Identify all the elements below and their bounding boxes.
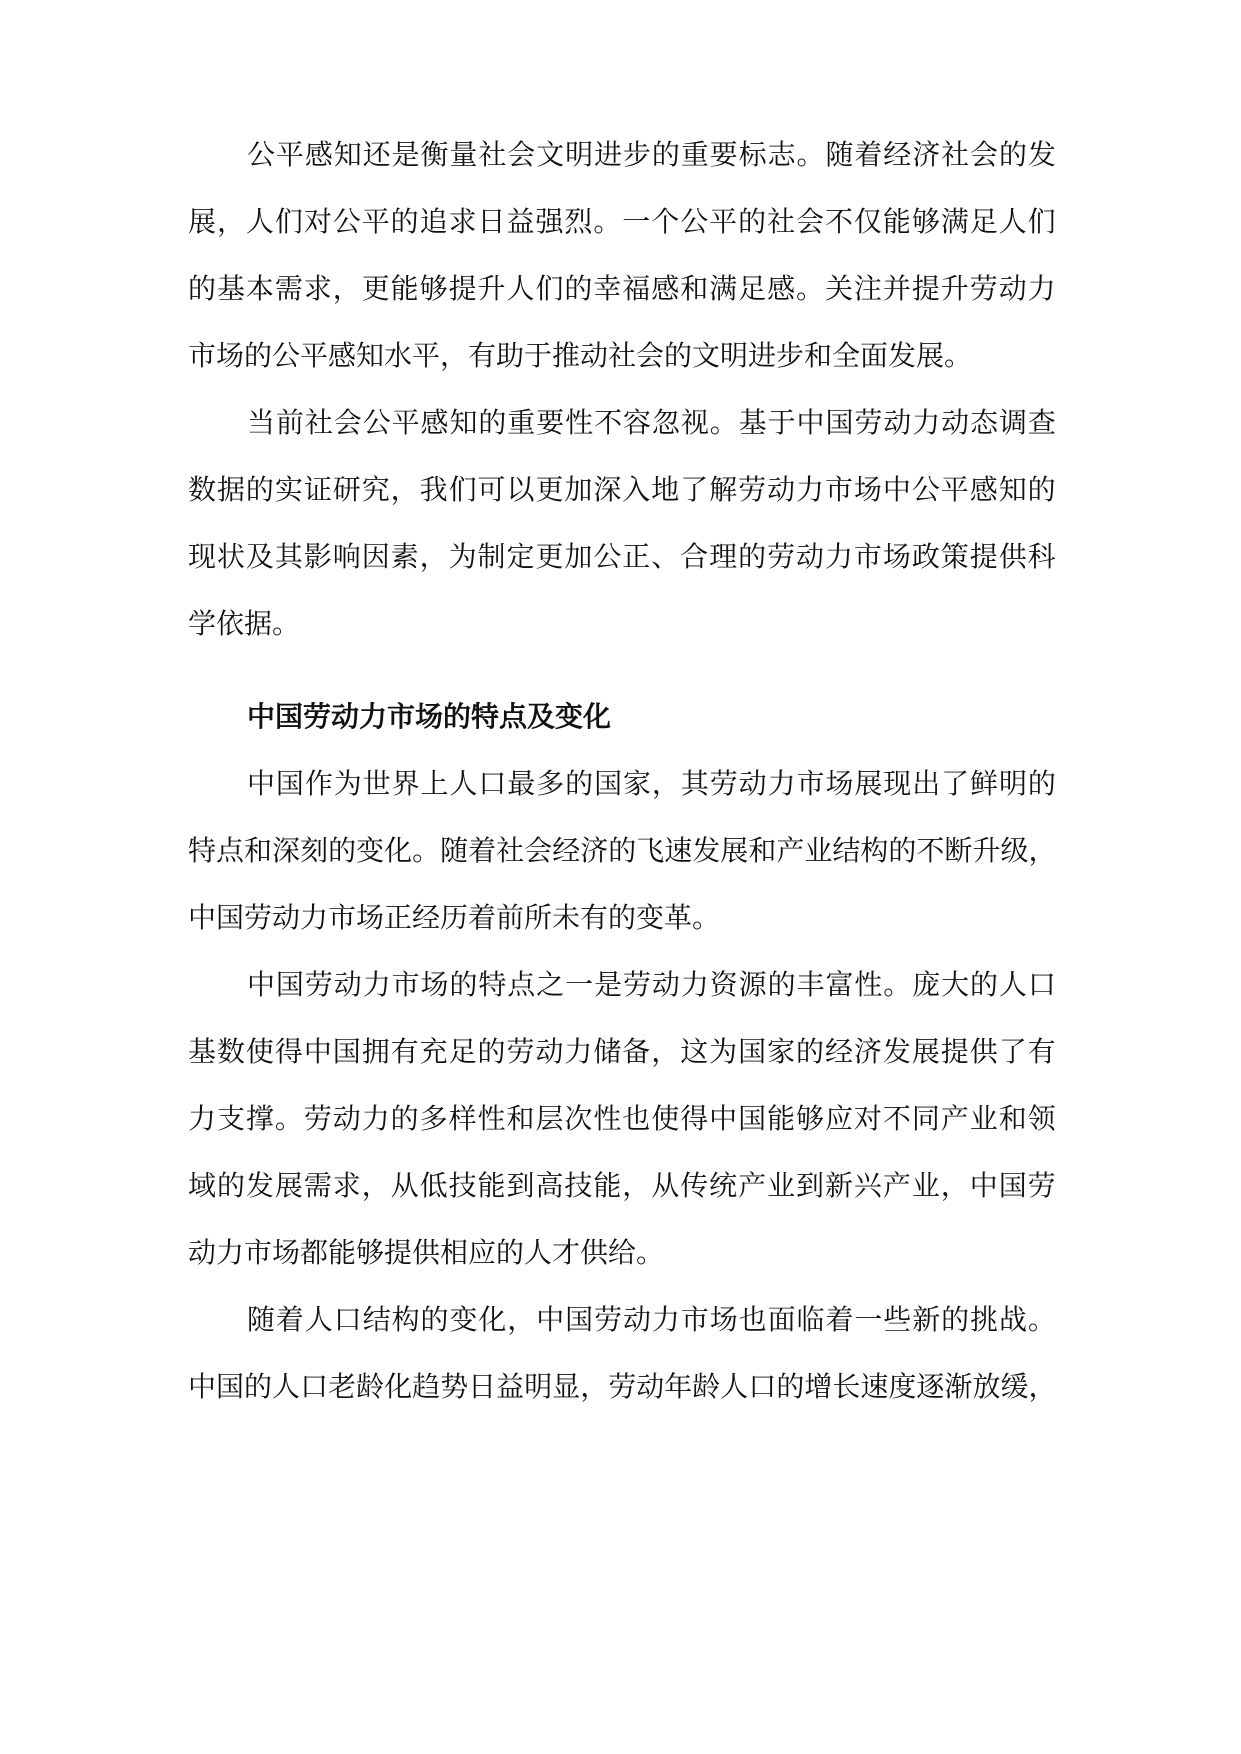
paragraph-5-line-2: 中 国 的 人 口 老 龄 化 趋 势 日 益 明 显 ， 劳 动 年 龄 人 口 的 增 长 速 度 逐 渐 放 缓 ， — [188, 1370, 1057, 1403]
paragraph-2-line-3: 现 状 及 其 影 响 因 素 ， 为 制 定 更 加 公 正 、 合 理 的 劳 动 力 市 场 政 策 提 供 科 — [188, 540, 1056, 573]
paragraph-5-line-1: 随 着 人 口 结 构 的 变 化 ， 中 国 劳 动 力 市 场 也 面 临 着 一 些 新 的 挑 战 。 — [247, 1303, 1056, 1336]
paragraph-3-line-2: 特 点 和 深 刻 的 变 化 。 随 着 社 会 经 济 的 飞 速 发 展 和 产 业 结 构 的 不 断 升 级 ， — [188, 834, 1057, 867]
paragraph-2-line-4: 学依据。 — [188, 607, 301, 640]
paragraph-1-line-3: 的 基 本 需 求 ， 更 能 够 提 升 人 们 的 幸 福 感 和 满 足 感 。 关 注 并 提 升 劳 动 力 — [188, 272, 1056, 305]
paragraph-3-line-1: 中 国 作 为 世 界 上 人 口 最 多 的 国 家 ， 其 劳 动 力 市 场 展 现 出 了 鲜 明 的 — [247, 767, 1056, 800]
paragraph-2-line-2: 数 据 的 实 证 研 究 ， 我 们 可 以 更 加 深 入 地 了 解 劳 动 力 市 场 中 公 平 感 知 的 — [188, 473, 1056, 506]
paragraph-4-line-1: 中 国 劳 动 力 市 场 的 特 点 之 一 是 劳 动 力 资 源 的 丰 富 性 。 庞 大 的 人 口 — [247, 968, 1056, 1001]
paragraph-3-line-3: 中国劳动力市场正经历着前所未有的变革。 — [188, 901, 721, 934]
paragraph-1-line-1: 公 平 感 知 还 是 衡 量 社 会 文 明 进 步 的 重 要 标 志 。 随 着 经 济 社 会 的 发 — [247, 138, 1056, 171]
paragraph-4-line-5: 动力市场都能够提供相应的人才供给。 — [188, 1236, 665, 1269]
paragraph-4-line-2: 基 数 使 得 中 国 拥 有 充 足 的 劳 动 力 储 备 ， 这 为 国 家 的 经 济 发 展 提 供 了 有 — [188, 1035, 1056, 1068]
paragraph-1-line-4: 市场的公平感知水平，有助于推动社会的文明进步和全面发展。 — [188, 339, 973, 372]
paragraph-2-line-1: 当 前 社 会 公 平 感 知 的 重 要 性 不 容 忽 视 。 基 于 中 国 劳 动 力 动 态 调 查 — [247, 406, 1056, 439]
section-heading: 中国劳动力市场的特点及变化 — [247, 700, 612, 733]
paragraph-4-line-3: 力 支 撑 。 劳 动 力 的 多 样 性 和 层 次 性 也 使 得 中 国 能 够 应 对 不 同 产 业 和 领 — [188, 1102, 1056, 1135]
document-page — [188, 0, 1056, 1754]
paragraph-1-line-2: 展 ， 人 们 对 公 平 的 追 求 日 益 强 烈 。 一 个 公 平 的 社 会 不 仅 能 够 满 足 人 们 — [188, 205, 1056, 238]
paragraph-4-line-4: 域 的 发 展 需 求 ， 从 低 技 能 到 高 技 能 ， 从 传 统 产 业 到 新 兴 产 业 ， 中 国 劳 — [188, 1169, 1056, 1202]
